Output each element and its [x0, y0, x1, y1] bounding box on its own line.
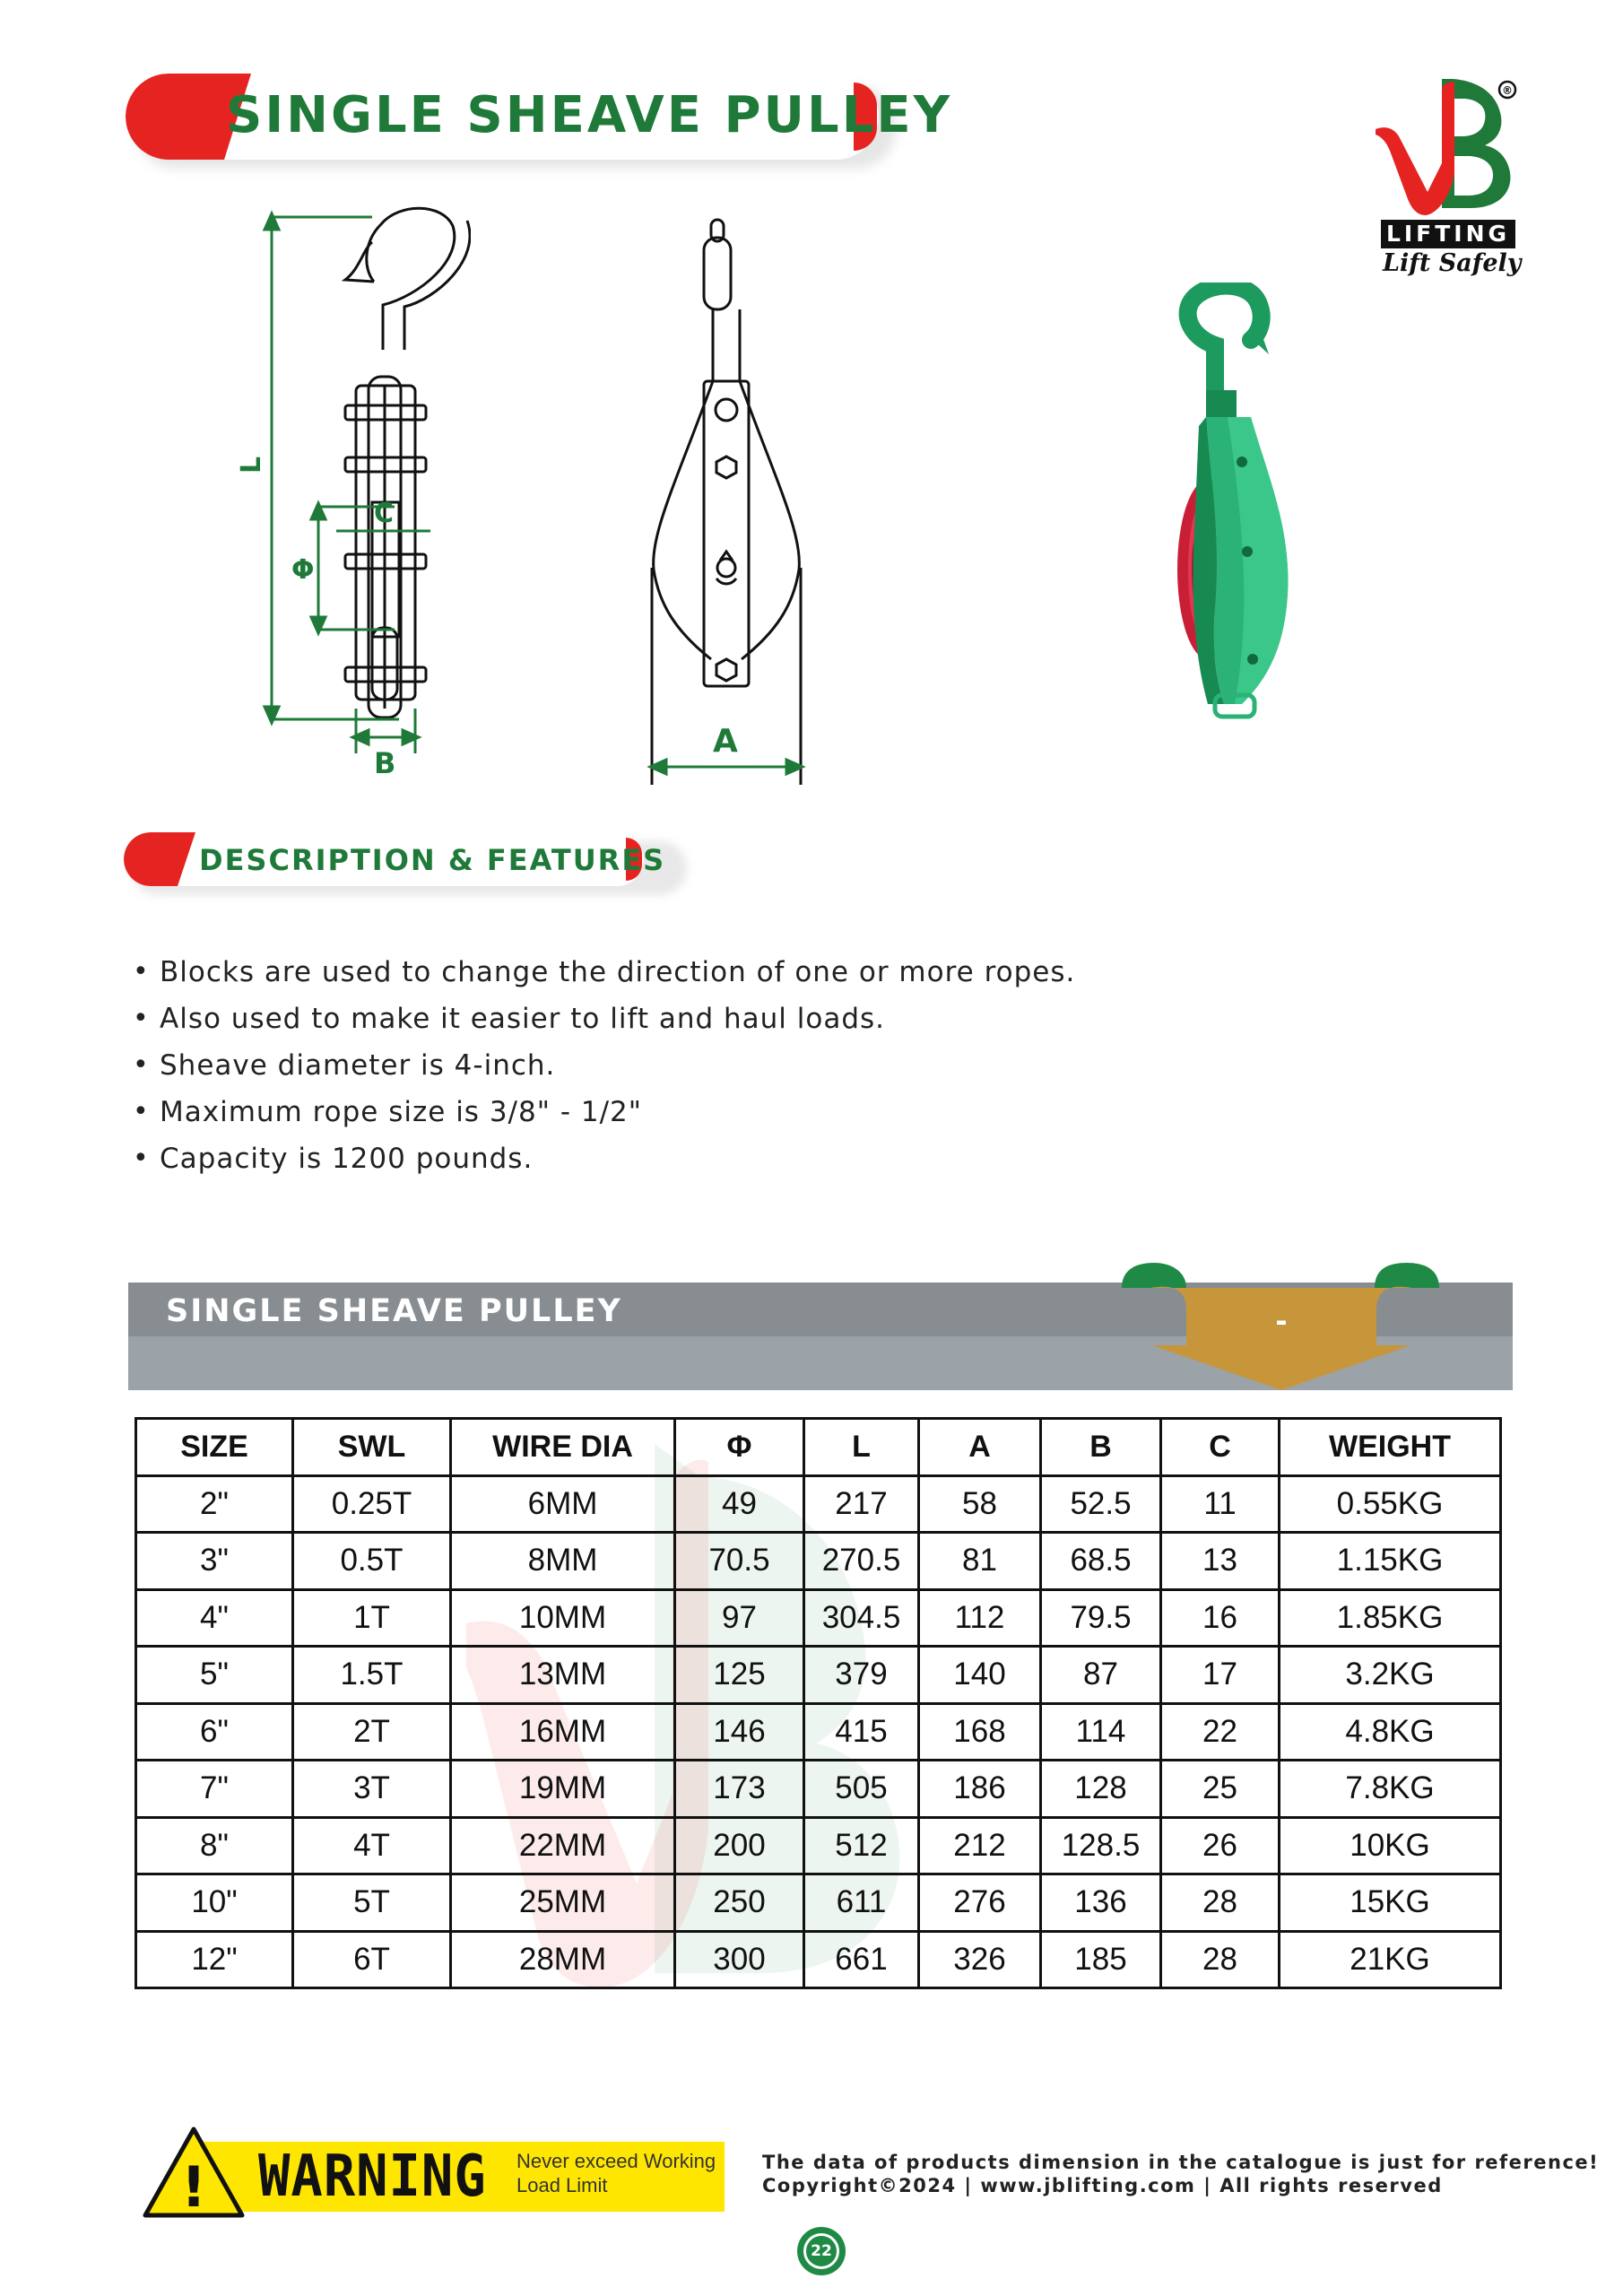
table-cell: 140 — [919, 1647, 1041, 1704]
brand-name: LIFTING — [1381, 220, 1515, 248]
table-cell: 128 — [1041, 1761, 1161, 1818]
table-cell: 3" — [136, 1533, 293, 1590]
feature-item: • Blocks are used to change the direction of one or more ropes. — [133, 949, 1075, 996]
table-cell: 112 — [919, 1589, 1041, 1647]
table-cell: 25MM — [451, 1874, 675, 1932]
table-cell: 26 — [1161, 1817, 1280, 1874]
page-number: 22 — [803, 2233, 839, 2269]
table-cell: 4.8KG — [1280, 1703, 1501, 1761]
table-cell: 52.5 — [1041, 1475, 1161, 1533]
feature-item: • Capacity is 1200 pounds. — [133, 1135, 1075, 1182]
feature-item: • Sheave diameter is 4-inch. — [133, 1042, 1075, 1089]
table-cell: 114 — [1041, 1703, 1161, 1761]
table-title: SINGLE SHEAVE PULLEY — [166, 1293, 622, 1329]
table-cell: 186 — [919, 1761, 1041, 1818]
table-cell: 97 — [675, 1589, 804, 1647]
column-header: C — [1161, 1419, 1280, 1476]
table-cell: 10KG — [1280, 1817, 1501, 1874]
table-cell: 379 — [804, 1647, 919, 1704]
table-cell: 212 — [919, 1817, 1041, 1874]
table-row — [136, 1931, 1501, 1988]
table-cell: 1.85KG — [1280, 1589, 1501, 1647]
table-cell: 217 — [804, 1475, 919, 1533]
table-cell: 12" — [136, 1931, 293, 1988]
table-cell: 13MM — [451, 1647, 675, 1704]
disclaimer-text: The data of products dimension in the catalogue is just for reference! — [762, 2152, 1600, 2173]
table-tab-label: - — [1275, 1304, 1288, 1338]
table-cell: 6MM — [451, 1475, 675, 1533]
spec-table-wrap — [135, 1417, 1499, 1987]
table-cell: 1.5T — [293, 1647, 451, 1704]
column-header: WIRE DIA — [451, 1419, 675, 1476]
copyright-text: Copyright©2024 | www.jblifting.com | All rights reserved — [762, 2175, 1443, 2196]
table-cell: 200 — [675, 1817, 804, 1874]
front-view-drawing — [641, 211, 820, 794]
table-cell: 8" — [136, 1817, 293, 1874]
dim-label-phi: Φ — [291, 554, 315, 586]
table-cell: 28 — [1161, 1931, 1280, 1988]
page-number-badge — [797, 2227, 846, 2275]
table-cell: 661 — [804, 1931, 919, 1988]
table-row — [136, 1533, 1501, 1590]
description-heading: DESCRIPTION & FEATURES — [199, 843, 666, 877]
table-cell: 58 — [919, 1475, 1041, 1533]
brand-tagline: Lift Safely — [1383, 249, 1522, 277]
table-cell: 22 — [1161, 1703, 1280, 1761]
table-cell: 0.5T — [293, 1533, 451, 1590]
table-cell: 128.5 — [1041, 1817, 1161, 1874]
table-cell: 10MM — [451, 1589, 675, 1647]
table-cell: 5" — [136, 1647, 293, 1704]
table-cell: 3.2KG — [1280, 1647, 1501, 1704]
table-cell: 168 — [919, 1703, 1041, 1761]
table-cell: 70.5 — [675, 1533, 804, 1590]
table-cell: 7" — [136, 1761, 293, 1818]
table-cell: 2" — [136, 1475, 293, 1533]
table-cell: 304.5 — [804, 1589, 919, 1647]
column-header: A — [919, 1419, 1041, 1476]
description-banner-red-accent — [124, 832, 178, 886]
table-cell: 81 — [919, 1533, 1041, 1590]
table-cell: 185 — [1041, 1931, 1161, 1988]
table-cell: 250 — [675, 1874, 804, 1932]
jb-logo-mark — [1372, 74, 1524, 222]
table-cell: 11 — [1161, 1475, 1280, 1533]
table-cell: 28 — [1161, 1874, 1280, 1932]
table-cell: 16MM — [451, 1703, 675, 1761]
table-cell: 8MM — [451, 1533, 675, 1590]
table-row — [136, 1475, 1501, 1533]
table-cell: 13 — [1161, 1533, 1280, 1590]
column-header: L — [804, 1419, 919, 1476]
column-header: SWL — [293, 1419, 451, 1476]
title-banner-red-accent — [126, 74, 224, 160]
table-row — [136, 1647, 1501, 1704]
warning-symbol: ! — [180, 2154, 207, 2219]
footer-info — [762, 2151, 1599, 2197]
table-cell: 5T — [293, 1874, 451, 1932]
column-header: Φ — [675, 1419, 804, 1476]
table-cell: 16 — [1161, 1589, 1280, 1647]
table-cell: 136 — [1041, 1874, 1161, 1932]
feature-item: • Maximum rope size is 3/8" - 1/2" — [133, 1089, 1075, 1135]
warning-note: Never exceed Working Load Limit — [516, 2150, 716, 2196]
table-cell: 415 — [804, 1703, 919, 1761]
table-row — [136, 1817, 1501, 1874]
table-tab-marker — [1115, 1256, 1446, 1390]
table-cell: 505 — [804, 1761, 919, 1818]
table-cell: 173 — [675, 1761, 804, 1818]
dim-label-a: A — [713, 723, 738, 760]
table-cell: 21KG — [1280, 1931, 1501, 1988]
page-title: SINGLE SHEAVE PULLEY — [226, 86, 953, 144]
table-cell: 17 — [1161, 1647, 1280, 1704]
spec-table — [135, 1417, 1502, 1989]
table-cell: 270.5 — [804, 1533, 919, 1590]
table-cell: 22MM — [451, 1817, 675, 1874]
table-row — [136, 1761, 1501, 1818]
table-cell: 4T — [293, 1817, 451, 1874]
table-row — [136, 1703, 1501, 1761]
table-cell: 25 — [1161, 1761, 1280, 1818]
dim-label-l: L — [236, 456, 267, 474]
table-cell: 68.5 — [1041, 1533, 1161, 1590]
product-photo — [1152, 283, 1314, 731]
dim-label-c: C — [374, 498, 395, 529]
table-cell: 146 — [675, 1703, 804, 1761]
column-header: WEIGHT — [1280, 1419, 1501, 1476]
table-cell: 79.5 — [1041, 1589, 1161, 1647]
feature-item: • Also used to make it easier to lift and haul loads. — [133, 996, 1075, 1042]
table-cell: 6" — [136, 1703, 293, 1761]
table-cell: 3T — [293, 1761, 451, 1818]
table-cell: 125 — [675, 1647, 804, 1704]
registered-mark: ® — [1502, 84, 1513, 97]
title-banner — [126, 74, 953, 163]
table-cell: 1.15KG — [1280, 1533, 1501, 1590]
warning-banner — [142, 2126, 725, 2219]
table-row — [136, 1589, 1501, 1647]
table-cell: 6T — [293, 1931, 451, 1988]
table-cell: 19MM — [451, 1761, 675, 1818]
column-header: B — [1041, 1419, 1161, 1476]
warning-word: WARNING — [258, 2144, 487, 2210]
table-cell: 512 — [804, 1817, 919, 1874]
table-cell: 611 — [804, 1874, 919, 1932]
side-view-drawing — [229, 206, 471, 789]
table-cell: 28MM — [451, 1931, 675, 1988]
table-cell: 0.55KG — [1280, 1475, 1501, 1533]
table-cell: 326 — [919, 1931, 1041, 1988]
table-cell: 4" — [136, 1589, 293, 1647]
description-banner — [124, 832, 666, 890]
table-cell: 0.25T — [293, 1475, 451, 1533]
table-cell: 15KG — [1280, 1874, 1501, 1932]
table-cell: 7.8KG — [1280, 1761, 1501, 1818]
table-cell: 87 — [1041, 1647, 1161, 1704]
dim-label-b: B — [374, 746, 396, 780]
feature-list — [133, 949, 1075, 1182]
table-cell: 49 — [675, 1475, 804, 1533]
table-cell: 276 — [919, 1874, 1041, 1932]
table-cell: 10" — [136, 1874, 293, 1932]
table-cell: 2T — [293, 1703, 451, 1761]
brand-logo — [1372, 74, 1524, 280]
table-header-row — [136, 1419, 1501, 1476]
warning-triangle-icon — [142, 2126, 246, 2219]
table-cell: 300 — [675, 1931, 804, 1988]
table-row — [136, 1874, 1501, 1932]
column-header: SIZE — [136, 1419, 293, 1476]
table-cell: 1T — [293, 1589, 451, 1647]
table-title-bar — [128, 1283, 1513, 1390]
